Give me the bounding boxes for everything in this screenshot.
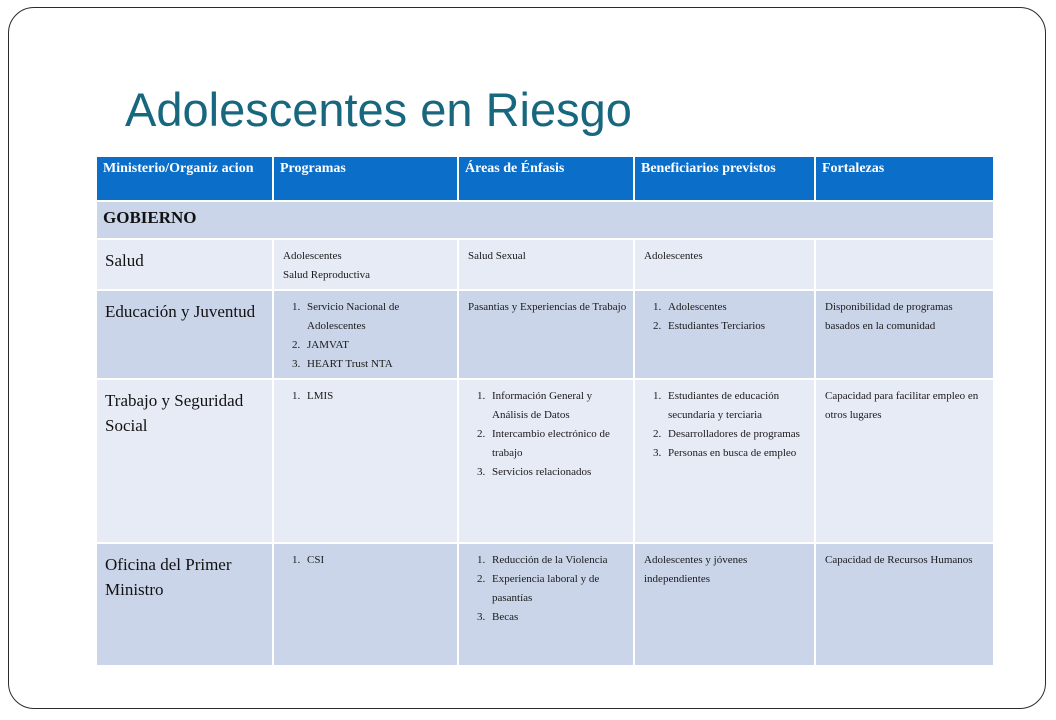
org-cell: Salud [96,239,273,290]
programs-cell [273,239,458,290]
list-item: 2. Desarrolladores de programas [664,425,808,444]
org-cell: Educación y Juventud [96,290,273,379]
strengths-cell: Disponibilidad de programas basados en la comunidad [815,290,994,379]
list-item: 2. Estudiantes Terciarios [664,317,808,336]
section-row-government [96,201,994,239]
list-item: 1. Información General y Análisis de Datos [488,387,627,425]
org-cell: Oficina del Primer Ministro [96,543,273,666]
table-row [96,239,994,290]
table-header-row [96,156,994,201]
program-line: Salud Reproductiva [283,269,371,281]
section-label: GOBIERNO [96,201,994,239]
header-focus-areas: Áreas de Énfasis [458,156,634,201]
list-item: 1. Adolescentes [664,298,808,317]
focus-areas-list [468,387,627,482]
focus-areas-cell: Salud Sexual [458,239,634,290]
focus-areas-cell [458,543,634,666]
slide-title: Adolescentes en Riesgo [125,83,632,136]
table-row [96,379,994,543]
list-item: 2. Experiencia laboral y de pasantías [488,570,627,608]
list-item: 2. JAMVAT [303,336,451,355]
list-item: 1. Servicio Nacional de Adolescentes [303,298,451,336]
list-item: 1. CSI [303,551,451,570]
program-line: Adolescentes [283,250,342,262]
list-item: 1. LMIS [303,387,451,406]
focus-areas-cell [458,379,634,543]
programs-table [95,155,995,667]
focus-areas-list [468,551,627,627]
programs-cell [273,543,458,666]
focus-areas-cell: Pasantias y Experiencias de Trabajo [458,290,634,379]
list-item: 3. HEART Trust NTA [303,355,451,374]
beneficiaries-list [644,387,808,463]
programs-list [283,298,451,374]
table-row [96,290,994,379]
programs-list [283,551,451,570]
beneficiaries-cell: Adolescentes y jóvenes independientes [634,543,815,666]
list-item: 3. Servicios relacionados [488,463,627,482]
beneficiaries-cell [634,290,815,379]
org-cell: Trabajo y Seguridad Social [96,379,273,543]
header-strengths: Fortalezas [815,156,994,201]
list-item: 3. Becas [488,608,627,627]
beneficiaries-cell: Adolescentes [634,239,815,290]
strengths-cell [815,239,994,290]
programs-list [283,387,451,406]
header-organization: Ministerio/Organiz acion [96,156,273,201]
programs-cell [273,379,458,543]
header-beneficiaries: Beneficiarios previstos [634,156,815,201]
table-row [96,543,994,666]
strengths-cell: Capacidad para facilitar empleo en otros lugares [815,379,994,543]
header-programs: Programas [273,156,458,201]
list-item: 3. Personas en busca de empleo [664,444,808,463]
beneficiaries-list [644,298,808,336]
beneficiaries-cell [634,379,815,543]
list-item: 1. Estudiantes de educación secundaria y terciaria [664,387,808,425]
list-item: 1. Reducción de la Violencia [488,551,627,570]
list-item: 2. Intercambio electrónico de trabajo [488,425,627,463]
strengths-cell: Capacidad de Recursos Humanos [815,543,994,666]
programs-cell [273,290,458,379]
